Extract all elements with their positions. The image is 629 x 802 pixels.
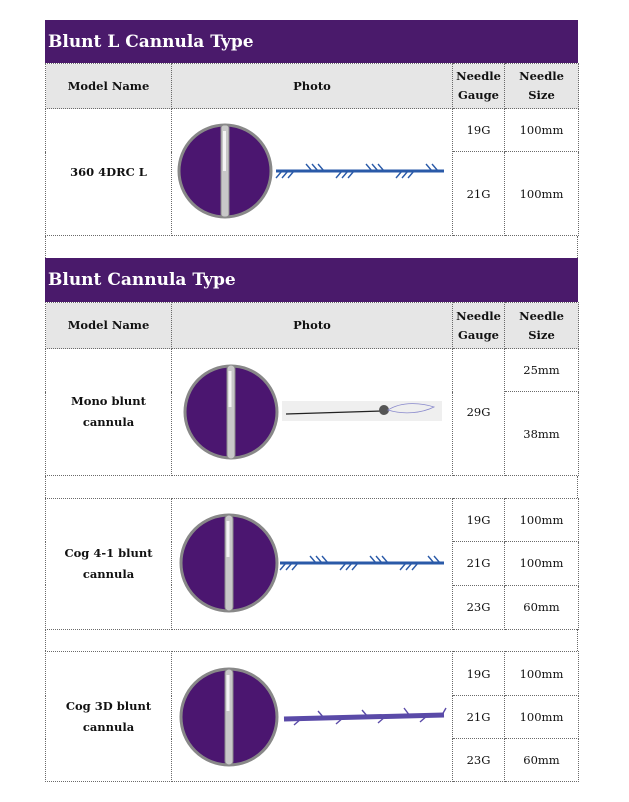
needle-gauge-cell: 23G [453, 585, 505, 629]
needle-gauge-cell: 21G [453, 542, 505, 585]
needle-gauge-cell: 21G [453, 152, 505, 236]
header-model-name: Model Name [46, 303, 172, 349]
product-photo [172, 349, 453, 476]
blunt-cannula-with-purple-3d-cog-thread-icon [172, 653, 453, 781]
needle-size-cell: 100mm [505, 109, 579, 152]
section-spacer [45, 629, 578, 651]
header-needle-gauge: Needle Gauge [453, 64, 505, 109]
needle-size-cell: 100mm [505, 152, 579, 236]
needle-size-cell: 100mm [505, 652, 579, 696]
product-photo [172, 652, 453, 782]
header-needle-size: Needle Size [505, 303, 579, 349]
header-photo: Photo [172, 64, 453, 109]
model-name-cell: Mono blunt cannula [46, 349, 172, 476]
model-name-cell: 360 4DRC L [46, 109, 172, 236]
cog-4-1-table [45, 498, 579, 630]
section-spacer [45, 236, 578, 258]
section-title-blunt-cannula: Blunt Cannula Type [45, 258, 578, 302]
needle-gauge-cell: 29G [453, 349, 505, 476]
needle-size-cell: 60mm [505, 739, 579, 782]
needle-gauge-cell: 21G [453, 696, 505, 739]
needle-size-cell: 25mm [505, 349, 579, 392]
blunt-cannula-with-mono-thread-icon [172, 349, 453, 475]
cog-3d-table [45, 651, 579, 782]
section-title-blunt-l-cannula: Blunt L Cannula Type [45, 20, 578, 63]
product-photo [172, 499, 453, 630]
blunt-cannula-table-header-mono [45, 302, 579, 476]
header-photo: Photo [172, 303, 453, 349]
needle-gauge-cell: 19G [453, 499, 505, 542]
needle-size-cell: 38mm [505, 392, 579, 476]
blunt-l-cannula-table [45, 63, 579, 236]
model-name-cell: Cog 3D blunt cannula [46, 652, 172, 782]
blunt-l-cannula-with-blue-cog-thread-icon [172, 109, 453, 235]
needle-gauge-cell: 19G [453, 109, 505, 152]
header-needle-size: Needle Size [505, 64, 579, 109]
header-model-name: Model Name [46, 64, 172, 109]
needle-size-cell: 100mm [505, 696, 579, 739]
needle-gauge-cell: 19G [453, 652, 505, 696]
needle-size-cell: 100mm [505, 499, 579, 542]
needle-gauge-cell: 23G [453, 739, 505, 782]
needle-size-cell: 100mm [505, 542, 579, 585]
blunt-cannula-with-blue-cog-thread-icon [172, 499, 453, 629]
model-name-cell: Cog 4-1 blunt cannula [46, 499, 172, 630]
header-needle-gauge: Needle Gauge [453, 303, 505, 349]
section-spacer [45, 476, 578, 498]
needle-size-cell: 60mm [505, 585, 579, 629]
product-photo [172, 109, 453, 236]
